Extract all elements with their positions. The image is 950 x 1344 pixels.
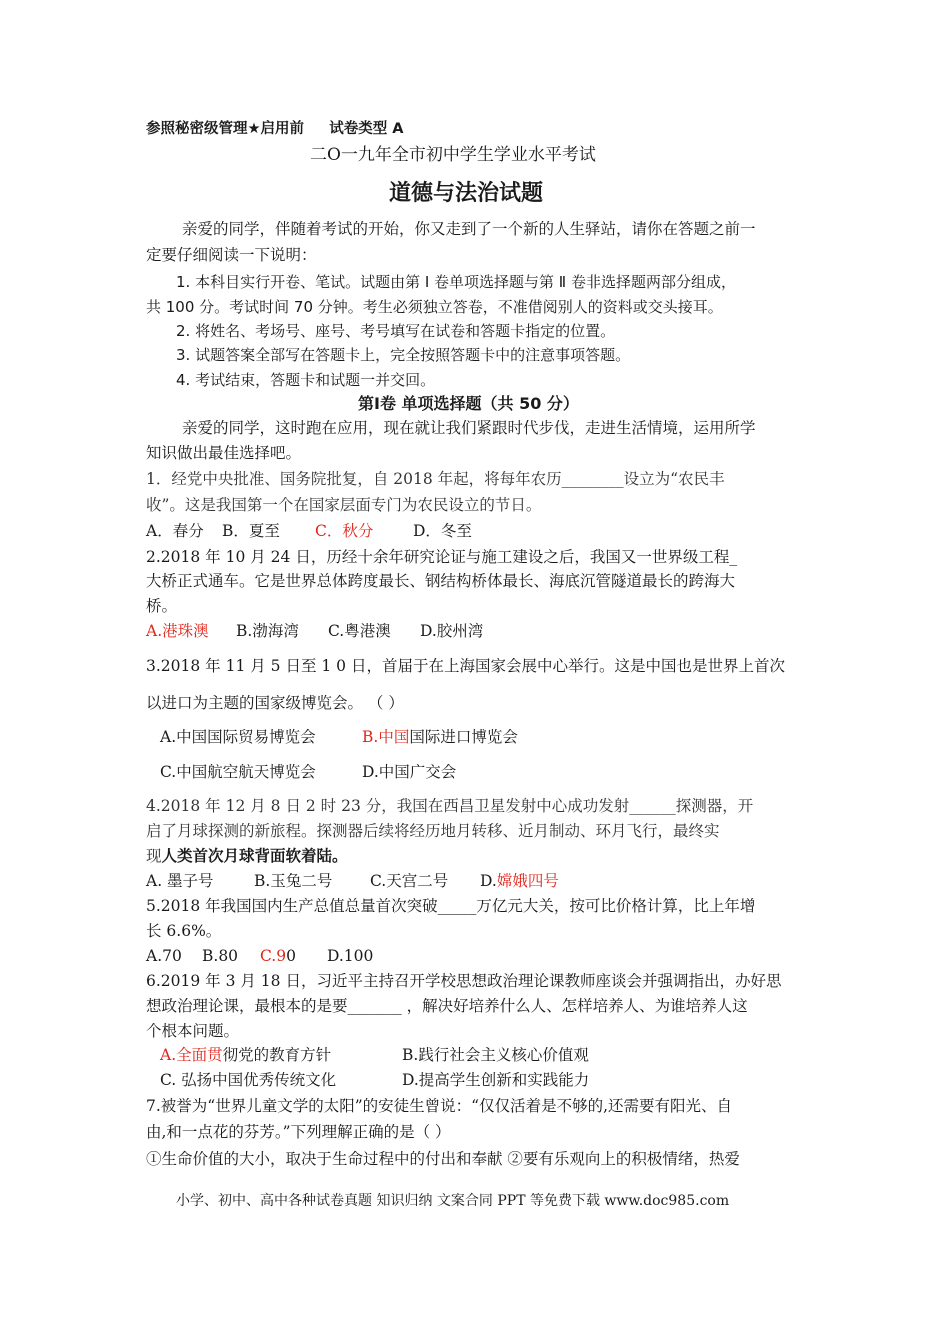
q3-option-d: D.中国广交会 [362,763,457,781]
q2-option-a: A.港珠澳 [146,622,209,640]
q3-option-b-highlight: B.中国 [362,728,410,746]
section-intro-1: 亲爱的同学，这时跑在应用，现在就让我们紧跟时代步伐，走进生活情境，运用所学 [182,419,756,437]
q3-option-b [362,726,518,748]
q3-option-c: C.中国航空航天博览会 [160,763,316,781]
q6-line-2: 想政治理论课，最根本的是要_______ ，解决好培养什么人、怎样培养人、为谁培养人这 [146,997,748,1015]
paper-type-text: 试卷类型 A [329,121,404,137]
q2-option-b: B.渤海湾 [236,622,299,640]
q5-line-2: 长 6.6%。 [146,922,222,940]
q4-line-3-bold: 人类首次月球背面软着陆。 [161,846,348,865]
q4-option-d-highlight: 嫦娥四号 [496,872,559,890]
q7-line-2: 由,和一点花的芬芳。”下列理解正确的是（ ） [146,1123,451,1141]
q1-option-c: C．秋分 [315,522,374,540]
classification-text: 参照秘密级管理★启用前 [146,121,304,137]
exam-name: 二O一九年全市初中学生学业水平考试 [310,145,596,165]
q4-line-2: 启了月球探测的新旅程。探测器后续将经历地月转移、近月制动、环月飞行，最终实 [146,822,720,840]
q6-line-1: 6.2019 年 3 月 18 日，习近平主持召开学校思想政治理论课教师座谈会并强调指出，办好思 [146,972,782,990]
q4-line-3 [146,845,348,867]
q5-line-1: 5.2018 年我国国内生产总值总量首次突破_____万亿元大关，按可比价格计算，比上年增 [146,897,756,915]
q2-option-c: C.粤港澳 [328,622,391,640]
q2-line-3: 桥。 [146,597,178,615]
q3-option-a: A.中国国际贸易博览会 [160,728,316,746]
rule-1b: 共 100 分。考试时间 70 分钟。考生必须独立答卷，不准借阅别人的资料或交头接耳。 [146,298,723,316]
classification-label [146,118,404,140]
q5-option-b: B.80 [202,947,239,965]
section-title: 第Ⅰ卷 单项选择题（共 50 分） [358,394,579,413]
q2-line-1: 2.2018 年 10 月 24 日，历经十余年研究论证与施工建设之后，我国又一世界级工程_ [146,548,738,566]
q1-line-2: 收”。这是我国第一个在国家层面专门为农民设立的节日。 [146,496,542,514]
q1-option-a: A．春分 [146,522,204,540]
q3-option-b-rest: 国际进口博览会 [409,728,518,746]
q3-line-1: 3.2018 年 11 月 5 日至 1 0 日，首届于在上海国家会展中心举行。这是中国也是世界上首次 [146,657,785,675]
q2-line-2: 大桥正式通车。它是世界总体跨度最长、钢结构桥体最长、海底沉管隧道最长的跨海大 [146,572,736,590]
footer-text: 小学、初中、高中各种试卷真题 知识归纳 文案合同 PPT 等免费下载 www.doc985.com [176,1193,730,1209]
q5-option-d: D.100 [327,947,374,965]
q6-option-a [160,1044,331,1066]
rule-2: 2. 将姓名、考场号、座号、考号填写在试卷和答题卡指定的位置。 [176,322,616,340]
q3-line-2: 以进口为主题的国家级博览会。 （ ） [146,694,404,712]
q1-option-b: B．夏至 [222,522,280,540]
q5-option-a: A.70 [146,947,182,965]
q6-line-3: 个根本问题。 [146,1022,240,1040]
q6-option-a-rest: 彻党的教育方针 [222,1046,332,1064]
q5-option-c-highlight: C.9 [260,947,287,965]
intro-line-2: 定要仔细阅读一下说明： [146,246,317,264]
q2-option-d: D.胶州湾 [420,622,484,640]
rule-1a: 1. 本科目实行开卷、笔试。试题由第 Ⅰ 卷单项选择题与第 Ⅱ 卷非选择题两部分组成， [176,273,736,291]
rule-3: 3. 试题答案全部写在答题卡上，完全按照答题卡中的注意事项答题。 [176,346,631,364]
q6-option-c: C. 弘扬中国优秀传统文化 [160,1071,337,1089]
q6-option-a-highlight: A.全面贯 [160,1046,223,1064]
q1-option-d: D．冬至 [413,522,472,540]
q6-option-b: B.践行社会主义核心价值观 [402,1046,589,1064]
q4-option-d [480,870,559,892]
q7-line-3: ①生命价值的大小，取决于生命过程中的付出和奉献 ②要有乐观向上的积极情绪，热爱 [146,1150,740,1168]
q6-option-d: D.提高学生创新和实践能力 [402,1071,590,1089]
q4-line-1: 4.2018 年 12 月 8 日 2 时 23 分，我国在西昌卫星发射中心成功发射______探测器，开 [146,797,754,815]
q4-line-3-start: 现 [146,847,162,865]
q5-option-c [260,945,296,967]
rule-4: 4. 考试结束，答题卡和试题一并交回。 [176,371,436,389]
q4-option-d-letter: D. [480,872,497,890]
q5-option-c-rest: 0 [286,947,296,965]
q4-option-a: A. 墨子号 [146,872,214,890]
intro-line-1: 亲爱的同学，伴随着考试的开始，你又走到了一个新的人生驿站，请你在答题之前一 [182,220,756,238]
q7-line-1: 7.被誉为“世界儿童文学的太阳”的安徒生曾说：“仅仅活着是不够的,还需要有阳光、自 [146,1097,732,1115]
section-intro-2: 知识做出最佳选择吧。 [146,444,302,462]
subject-title: 道德与法治试题 [389,180,544,206]
q4-option-c: C.天宫二号 [370,872,449,890]
q4-option-b: B.玉兔二号 [254,872,333,890]
q1-line-1: 1．经党中央批准、国务院批复，自 2018 年起，将每年农历________设立为“农民丰 [146,470,725,488]
